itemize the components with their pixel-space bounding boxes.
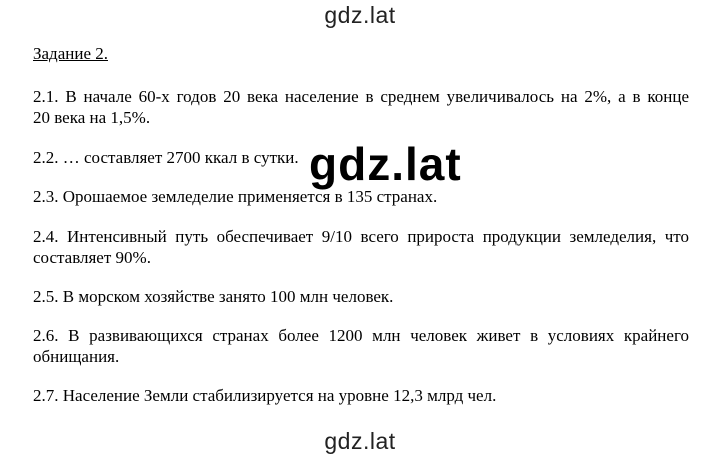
- watermark-top: gdz.lat: [324, 2, 396, 28]
- watermark-bottom: gdz.lat: [324, 428, 396, 454]
- task-item-line: 2.6. В развивающихся странах более 1200 млн человек живет в условиях крайнего: [33, 326, 689, 345]
- task-item-2-5: [33, 286, 689, 307]
- task-title: Задание 2.: [33, 44, 108, 63]
- task-item-2-1: [33, 86, 689, 128]
- task-item-line: 2.7. Население Земли стабилизируется на уровне 12,3 млрд чел.: [33, 386, 497, 405]
- task-item-line: 2.3. Орошаемое земледелие применяется в 135 странах.: [33, 187, 438, 206]
- task-item-line: 2.1. В начале 60-х годов 20 века население в среднем увеличивалось на 2%, а в конце: [33, 87, 689, 106]
- task-item-2-7: [33, 385, 689, 406]
- task-item-2-6: [33, 325, 689, 367]
- watermark-center: gdz.lat: [309, 138, 462, 190]
- task-item-line: 2.5. В морском хозяйстве занято 100 млн человек.: [33, 287, 394, 306]
- task-item-2-4: [33, 226, 689, 268]
- task-item-line: составляет 90%.: [33, 248, 151, 267]
- task-item-line: обнищания.: [33, 347, 120, 366]
- task-item-line: 2.2. … составляет 2700 ккал в сутки.: [33, 148, 299, 167]
- task-item-line: 2.4. Интенсивный путь обеспечивает 9/10 всего прироста продукции земледелия, что: [33, 227, 689, 246]
- task-item-line: 20 века на 1,5%.: [33, 108, 151, 127]
